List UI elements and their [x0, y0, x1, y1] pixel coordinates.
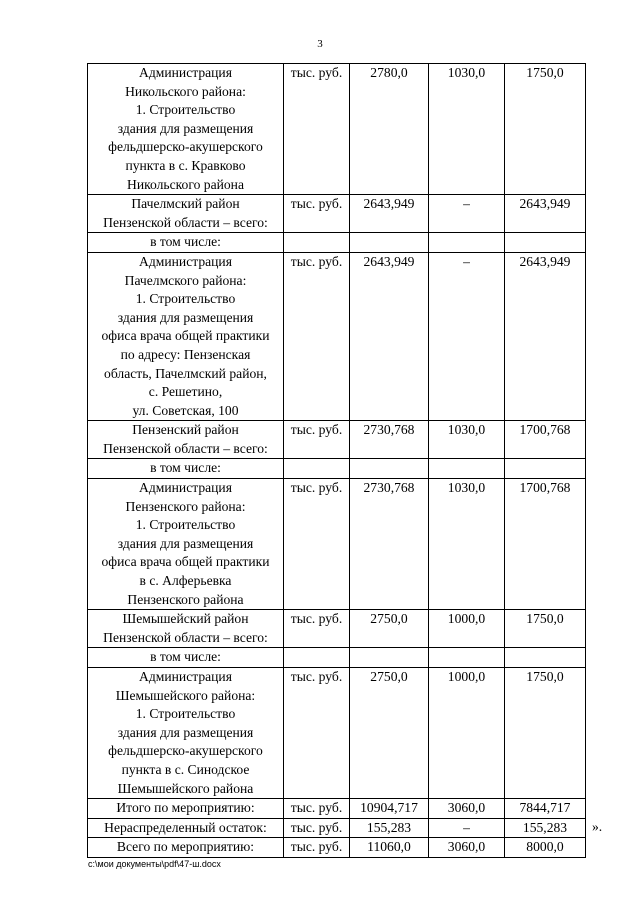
total-cell: 2780,0 — [350, 64, 429, 195]
regional-cell: 2643,949 — [505, 195, 586, 233]
table-row — [88, 799, 586, 819]
federal-cell — [429, 459, 505, 479]
total-cell: 10904,717 — [350, 799, 429, 819]
unit-cell: тыс. руб. — [284, 799, 350, 819]
total-cell: 155,283 — [350, 818, 429, 838]
federal-cell: – — [429, 252, 505, 420]
budget-table — [87, 63, 586, 858]
table-row — [88, 818, 586, 838]
unit-cell: тыс. руб. — [284, 64, 350, 195]
unit-cell: тыс. руб. — [284, 195, 350, 233]
row-name-cell: Шемышейский район Пензенской области – всего: — [88, 610, 284, 648]
total-cell: 2730,768 — [350, 421, 429, 459]
table-row — [88, 459, 586, 479]
row-name-cell: Итого по мероприятию: — [88, 799, 284, 819]
federal-cell: 3060,0 — [429, 799, 505, 819]
federal-cell: 1030,0 — [429, 64, 505, 195]
federal-cell: 1030,0 — [429, 421, 505, 459]
regional-cell: 8000,0 — [505, 838, 586, 858]
table-row — [88, 838, 586, 858]
federal-cell: 1000,0 — [429, 610, 505, 648]
unit-cell — [284, 648, 350, 668]
table-row — [88, 64, 586, 195]
total-cell: 11060,0 — [350, 838, 429, 858]
row-name-cell: Администрация Шемышейского района: 1. Строительство здания для размещения фельдшерско-акушерского пункта в с. Синодское Шемышейского района — [88, 668, 284, 799]
regional-cell: 7844,717 — [505, 799, 586, 819]
regional-cell: 1750,0 — [505, 64, 586, 195]
table-row — [88, 479, 586, 610]
federal-cell: 3060,0 — [429, 838, 505, 858]
regional-cell: 1700,768 — [505, 479, 586, 610]
row-name-cell: Администрация Пензенского района: 1. Строительство здания для размещения офиса врача общей практики в с. Алферьевка Пензенского района — [88, 479, 284, 610]
page-number: 3 — [317, 38, 323, 50]
total-cell: 2750,0 — [350, 610, 429, 648]
total-cell: 2643,949 — [350, 252, 429, 420]
total-cell: 2730,768 — [350, 479, 429, 610]
federal-cell: – — [429, 195, 505, 233]
table-row — [88, 668, 586, 799]
row-name-cell: Всего по мероприятию: — [88, 838, 284, 858]
table-row — [88, 648, 586, 668]
federal-cell: 1000,0 — [429, 668, 505, 799]
row-name-cell: Нераспределенный остаток: — [88, 818, 284, 838]
unit-cell: тыс. руб. — [284, 252, 350, 420]
footer-file-path: c:\мои документы\pdf\47-ш.docx — [88, 859, 221, 869]
table-row — [88, 610, 586, 648]
row-name-cell: в том числе: — [88, 233, 284, 253]
federal-cell — [429, 233, 505, 253]
regional-cell — [505, 233, 586, 253]
unit-cell: тыс. руб. — [284, 818, 350, 838]
regional-cell — [505, 648, 586, 668]
row-name-cell: Администрация Пачелмского района: 1. Строительство здания для размещения офиса врача общей практики по адресу: Пензенская область, Пачелмский район, с. Решетино, ул. Советская, 100 — [88, 252, 284, 420]
total-cell — [350, 459, 429, 479]
table-row — [88, 233, 586, 253]
total-cell: 2750,0 — [350, 668, 429, 799]
regional-cell: 1700,768 — [505, 421, 586, 459]
unit-cell: тыс. руб. — [284, 668, 350, 799]
row-name-cell: в том числе: — [88, 648, 284, 668]
unit-cell: тыс. руб. — [284, 610, 350, 648]
regional-cell: 1750,0 — [505, 610, 586, 648]
regional-cell: 2643,949 — [505, 252, 586, 420]
table-row — [88, 252, 586, 420]
unit-cell: тыс. руб. — [284, 421, 350, 459]
regional-cell: 1750,0 — [505, 668, 586, 799]
unit-cell: тыс. руб. — [284, 838, 350, 858]
row-name-cell: Администрация Никольского района: 1. Строительство здания для размещения фельдшерско-акушерского пункта в с. Кравково Никольского района — [88, 64, 284, 195]
row-name-cell: Пензенский район Пензенской области – всего: — [88, 421, 284, 459]
federal-cell: 1030,0 — [429, 479, 505, 610]
row-name-cell: Пачелмский район Пензенской области – всего: — [88, 195, 284, 233]
unit-cell — [284, 233, 350, 253]
total-cell — [350, 648, 429, 668]
table-row — [88, 421, 586, 459]
total-cell: 2643,949 — [350, 195, 429, 233]
federal-cell: – — [429, 818, 505, 838]
regional-cell — [505, 459, 586, 479]
federal-cell — [429, 648, 505, 668]
unit-cell — [284, 459, 350, 479]
table-row — [88, 195, 586, 233]
row-name-cell: в том числе: — [88, 459, 284, 479]
regional-cell: 155,283 — [505, 818, 586, 838]
unit-cell: тыс. руб. — [284, 479, 350, 610]
total-cell — [350, 233, 429, 253]
closing-quote: ». — [592, 819, 603, 834]
